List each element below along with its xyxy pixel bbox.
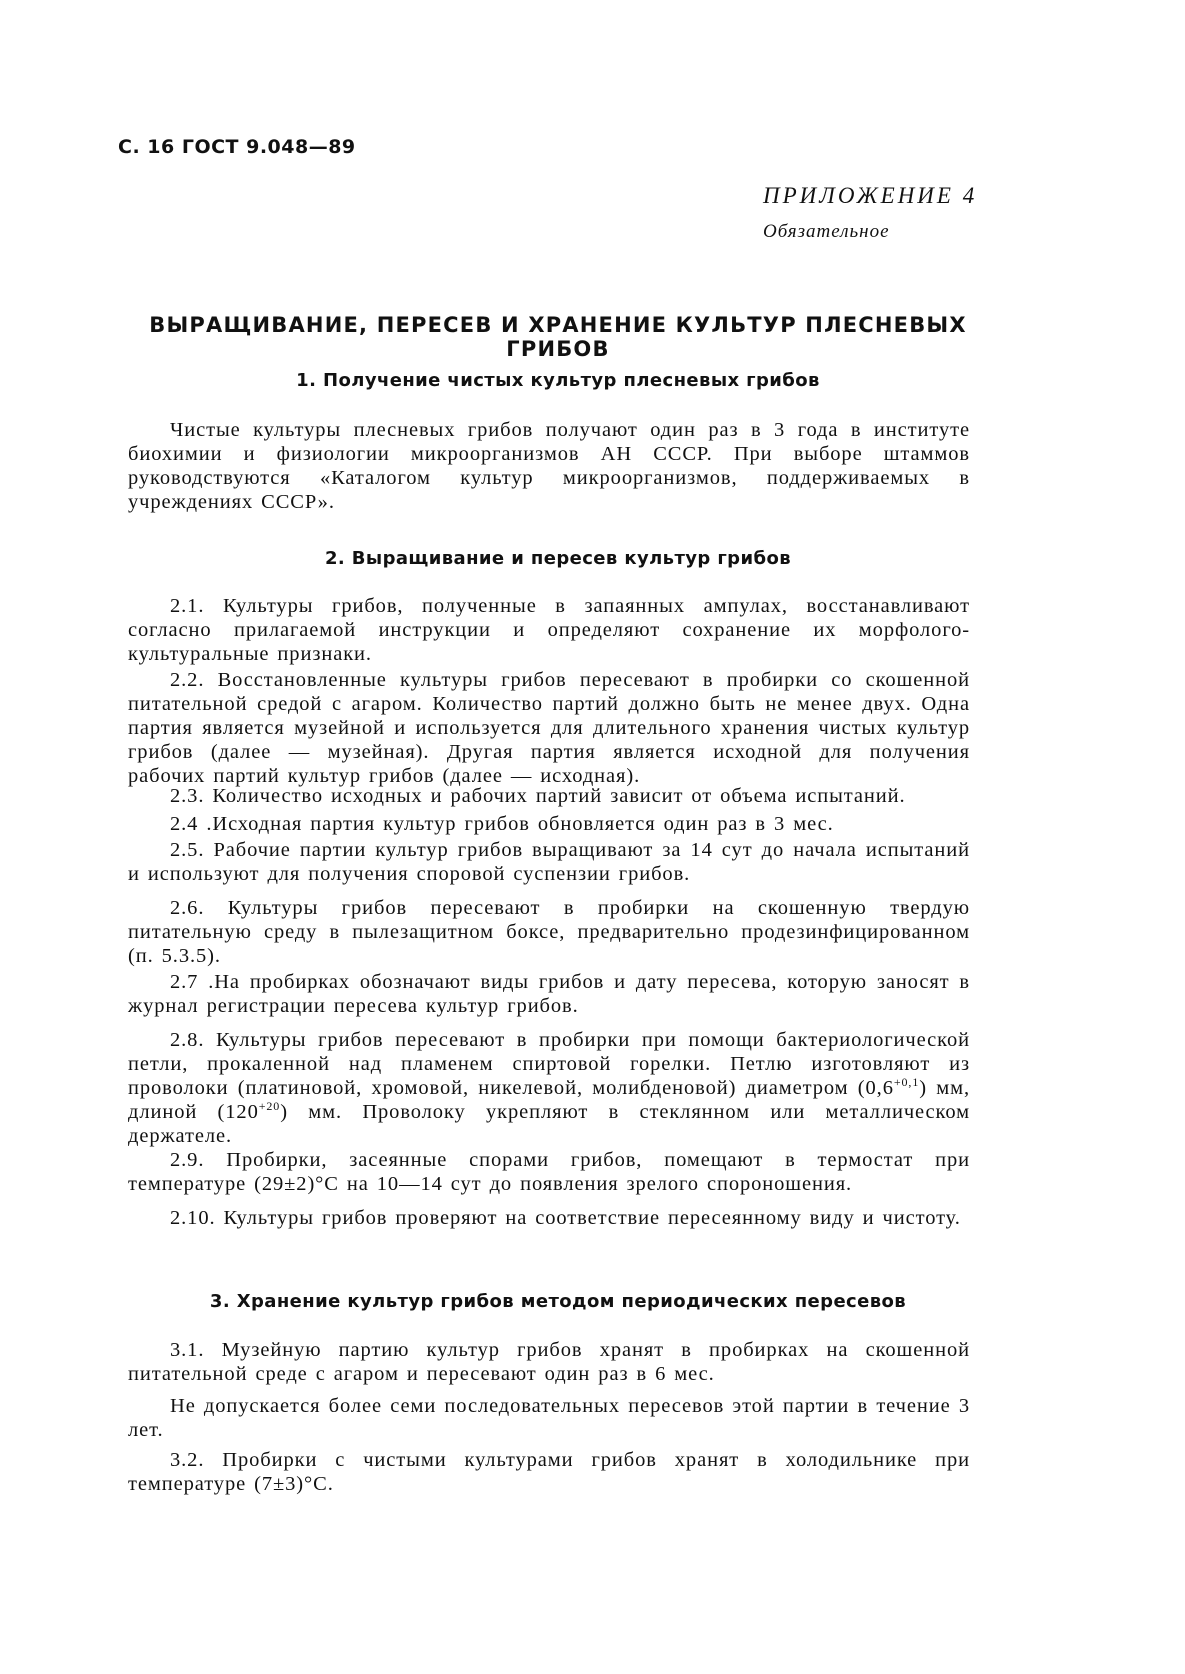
- paragraph-3-1-note: Не допускается более семи последовательных пересевов этой партии в течение 3 лет.: [128, 1395, 970, 1441]
- paragraph-2-4: 2.4 .Исходная партия культур грибов обновляется один раз в 3 мес.: [170, 813, 834, 835]
- paragraph: Чистые культуры плесневых грибов получают один раз в 3 года в институте биохимии и физиологии микроорганизмов АН СССР. При выборе штаммов руководствуются «Каталогом культур микроорганизмов, поддерживаемых в учреждениях СССР».: [128, 419, 970, 513]
- section-2-heading: 2. Выращивание и пересев культур грибов: [324, 548, 792, 569]
- paragraph-2-1: 2.1. Культуры грибов, полученные в запаянных ампулах, восстанавливают согласно прилагаемой инструкции и определяют сохранение их морфолого-культуральные признаки.: [128, 595, 970, 665]
- paragraph-2-9: 2.9. Пробирки, засеянные спорами грибов, помещают в термостат при температуре (29±2)°С на 10—14 сут до появления зрелого спороношения.: [128, 1149, 970, 1195]
- paragraph-3-1: 3.1. Музейную партию культур грибов хранят в пробирках на скошенной питательной среде с агаром и пересевают один раз в 6 мес.: [128, 1339, 970, 1385]
- paragraph-2-7: 2.7 .На пробирках обозначают виды грибов и дату пересева, которую заносят в журнал регистрации пересева культур грибов.: [128, 971, 970, 1017]
- paragraph-2-3: 2.3. Количество исходных и рабочих партий зависит от объема испытаний.: [170, 785, 906, 807]
- section-3-heading: 3. Хранение культур грибов методом периодических пересевов: [209, 1291, 907, 1312]
- paragraph-2-2: 2.2. Восстановленные культуры грибов пересевают в пробирки со скошенной питательной средой с агаром. Количество партий должно быть не менее двух. Одна партия является музейной и используется для длительного хранения чистых культур грибов (далее — музейная). Другая партия является исходной для получения рабочих партий культур грибов (далее — исходная).: [128, 669, 970, 787]
- superscript: +0,1: [893, 1075, 920, 1090]
- paragraph-3-2: 3.2. Пробирки с чистыми культурами грибов хранят в холодильнике при температуре (7±3)°С.: [128, 1449, 970, 1495]
- text: ) мм. Проволоку укрепляют в стеклянном или металлическом держателе.: [128, 1101, 970, 1147]
- appendix-label: ПРИЛОЖЕНИЕ 4: [763, 183, 978, 208]
- superscript: +20: [258, 1099, 281, 1114]
- paragraph-2-8: [128, 1028, 970, 1148]
- page-header: С. 16 ГОСТ 9.048—89: [118, 136, 356, 158]
- document-title: ВЫРАЩИВАНИЕ, ПЕРЕСЕВ И ХРАНЕНИЕ КУЛЬТУР ПЛЕСНЕВЫХ ГРИБОВ: [149, 313, 967, 361]
- text: 2.8. Культуры грибов пересевают в пробирки при помощи бактериологической петли, прокаленной над пламенем спиртовой горелки. Петлю изготовляют из проволоки (платиновой, хромовой, никелевой, молибденовой) диаметром (0,6: [128, 1029, 970, 1099]
- paragraph-2-10: 2.10. Культуры грибов проверяют на соответствие пересеянному виду и чистоту.: [170, 1207, 961, 1229]
- paragraph-2-6: 2.6. Культуры грибов пересевают в пробирки на скошенную твердую питательную среду в пылезащитном боксе, предварительно продезинфицированном (п. 5.3.5).: [128, 897, 970, 967]
- paragraph-2-5: 2.5. Рабочие партии культур грибов выращивают за 14 сут до начала испытаний и используют для получения споровой суспензии грибов.: [128, 839, 970, 885]
- text: ) мм, длиной (120: [128, 1077, 970, 1123]
- appendix-status: Обязательное: [763, 221, 890, 242]
- section-1-heading: 1. Получение чистых культур плесневых грибов: [296, 370, 820, 391]
